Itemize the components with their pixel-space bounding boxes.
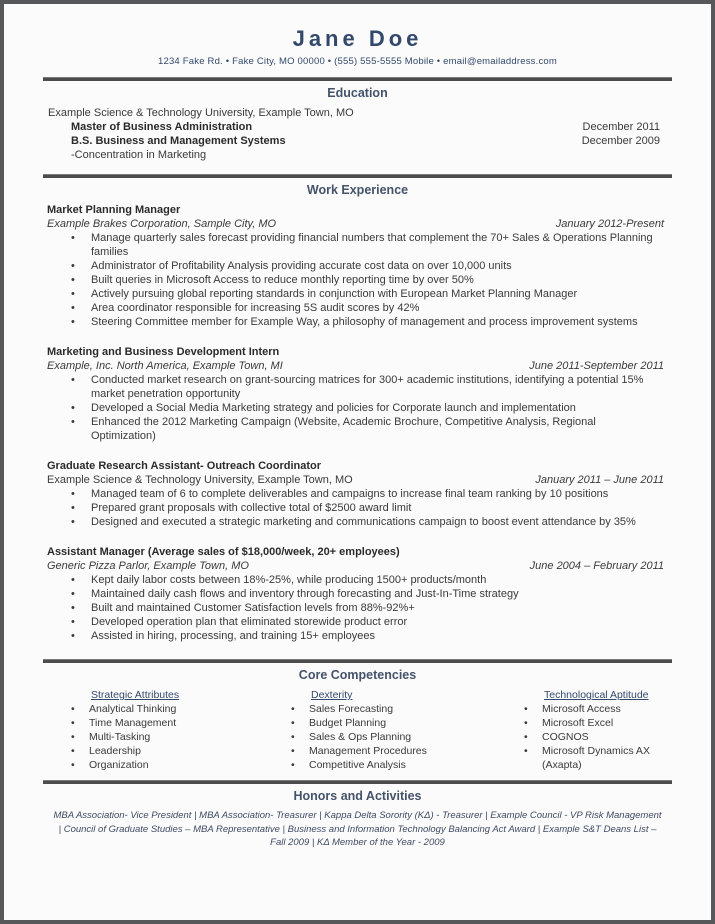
job-bullet-list bbox=[43, 573, 672, 643]
job-bullet: • Assisted in hiring, processing, and training 15+ employees bbox=[43, 629, 672, 643]
competency-list bbox=[69, 702, 255, 772]
competency-list bbox=[522, 702, 679, 772]
education-heading: Education bbox=[327, 86, 388, 100]
job-dates: January 2012-Present bbox=[555, 218, 664, 230]
job-company: Example Brakes Corporation, Sample City, MO bbox=[47, 218, 277, 230]
section-education bbox=[43, 86, 672, 162]
job-title: Graduate Research Assistant- Outreach Coordinator bbox=[47, 460, 322, 472]
job-dates: January 2011 – June 2011 bbox=[535, 474, 664, 486]
job-bullet: • Developed a Social Media Marketing strategy and policies for Corporate launch and implementation bbox=[43, 401, 672, 415]
job-bullet: • Administrator of Profitability Analysis providing accurate cost data on over 10,000 units bbox=[43, 259, 672, 273]
divider-top bbox=[43, 77, 672, 81]
competency-item: • Management Procedures bbox=[289, 744, 467, 758]
degree-name: B.S. Business and Management Systems bbox=[71, 135, 286, 147]
job-bullet-list bbox=[43, 231, 672, 329]
job-bullet: • Built queries in Microsoft Access to reduce monthly reporting time by over 50% bbox=[43, 273, 672, 287]
education-concentration: -Concentration in Marketing bbox=[71, 149, 207, 161]
divider-competencies bbox=[43, 659, 672, 663]
competency-item: • Microsoft Access bbox=[522, 702, 679, 716]
divider-honors bbox=[43, 780, 672, 784]
competency-item: • Leadership bbox=[69, 744, 255, 758]
degree-row bbox=[43, 134, 672, 148]
job-bullet: • Prepared grant proposals with collective total of $2500 award limit bbox=[43, 501, 672, 515]
job-meta-row bbox=[43, 217, 672, 231]
divider-work bbox=[43, 174, 672, 178]
competency-item: • COGNOS bbox=[522, 730, 679, 744]
job-bullet: • Designed and executed a strategic marketing and communications campaign to boost event attendance by 35% bbox=[43, 515, 672, 529]
job-bullet: • Managed team of 6 to complete deliverables and campaigns to increase final team ranking by 10 positions bbox=[43, 487, 672, 501]
work-experience-heading: Work Experience bbox=[306, 183, 409, 197]
job-bullet: • Enhanced the 2012 Marketing Campaign (Website, Academic Brochure, Competitive Analysis, Regional Optimization) bbox=[43, 415, 672, 443]
competency-column-heading: Strategic Attributes bbox=[91, 689, 180, 701]
competency-item: • Sales Forecasting bbox=[289, 702, 467, 716]
work-jobs bbox=[43, 203, 672, 643]
competency-column-heading: Technological Aptitude bbox=[544, 689, 649, 701]
degree-date: December 2009 bbox=[581, 135, 660, 147]
job-entry bbox=[43, 459, 672, 529]
job-meta-row bbox=[43, 473, 672, 487]
competency-item: • Analytical Thinking bbox=[69, 702, 255, 716]
section-honors-activities bbox=[43, 789, 672, 850]
job-meta-row bbox=[43, 359, 672, 373]
education-degrees bbox=[43, 120, 672, 148]
section-work-experience bbox=[43, 183, 672, 643]
job-company: Generic Pizza Parlor, Example Town, MO bbox=[47, 560, 249, 572]
job-company: Example Science & Technology University, Example Town, MO bbox=[47, 474, 353, 486]
competency-item: • Competitive Analysis bbox=[289, 758, 467, 772]
job-bullet: • Maintained daily cash flows and inventory through forecasting and Just-In-Time strategy bbox=[43, 587, 672, 601]
degree-date: December 2011 bbox=[582, 121, 660, 133]
competency-column bbox=[43, 688, 255, 772]
degree-name: Master of Business Administration bbox=[71, 121, 253, 133]
competency-columns bbox=[43, 688, 672, 772]
resume-header bbox=[43, 26, 672, 68]
job-dates: June 2004 – February 2011 bbox=[529, 560, 664, 572]
job-entry bbox=[43, 545, 672, 643]
job-title: Market Planning Manager bbox=[47, 204, 181, 216]
job-company: Example, Inc. North America, Example Town, MI bbox=[47, 360, 283, 372]
competency-column-heading: Dexterity bbox=[311, 689, 353, 701]
job-bullet: • Area coordinator responsible for increasing 5S audit scores by 42% bbox=[43, 301, 672, 315]
competency-item: • Microsoft Dynamics AX (Axapta) bbox=[522, 744, 679, 772]
job-bullet-list bbox=[43, 487, 672, 529]
core-competencies-heading: Core Competencies bbox=[298, 668, 417, 682]
job-bullet: • Built and maintained Customer Satisfaction levels from 88%-92%+ bbox=[43, 601, 672, 615]
competency-column bbox=[467, 688, 679, 772]
job-bullet-list bbox=[43, 373, 672, 443]
section-core-competencies bbox=[43, 668, 672, 772]
job-title: Marketing and Business Development Intern bbox=[47, 346, 280, 358]
job-bullet: • Actively pursuing global reporting standards in conjunction with European Market Planning Manager bbox=[43, 287, 672, 301]
competency-item: • Sales & Ops Planning bbox=[289, 730, 467, 744]
competency-column bbox=[255, 688, 467, 772]
degree-row bbox=[43, 120, 672, 134]
job-bullet: • Manage quarterly sales forecast providing financial numbers that complement the 70+ Sales & Operations Planning families bbox=[43, 231, 672, 259]
job-title: Assistant Manager (Average sales of $18,000/week, 20+ employees) bbox=[47, 546, 400, 558]
competency-item: • Budget Planning bbox=[289, 716, 467, 730]
job-entry bbox=[43, 345, 672, 443]
job-bullet: • Conducted market research on grant-sourcing matrices for 300+ academic institutions, identifying a potential 15% market penetration opportunity bbox=[43, 373, 672, 401]
person-name: Jane Doe bbox=[292, 26, 423, 51]
competency-item: • Multi-Tasking bbox=[69, 730, 255, 744]
job-bullet: • Kept daily labor costs between 18%-25%, while producing 1500+ products/month bbox=[43, 573, 672, 587]
job-bullet: • Steering Committee member for Example Way, a philosophy of management and process improvement systems bbox=[43, 315, 672, 329]
honors-heading: Honors and Activities bbox=[293, 789, 422, 803]
job-meta-row bbox=[43, 559, 672, 573]
competency-item: • Time Management bbox=[69, 716, 255, 730]
job-bullet: • Developed operation plan that eliminated storewide product error bbox=[43, 615, 672, 629]
honors-text: MBA Association- Vice President | MBA Association- Treasurer | Kappa Delta Sorority (KΔ) - Treasurer | Example Council - VP Risk Management | Council of Graduate Studies – MBA Representative | Business and Information Technology Balancing Act Award | Example S&T Deans List – Fall 2009 | KΔ Member of the Year - 2009 bbox=[53, 810, 662, 848]
competency-item: • Microsoft Excel bbox=[522, 716, 679, 730]
competency-list bbox=[289, 702, 467, 772]
job-dates: June 2011-September 2011 bbox=[529, 360, 664, 372]
competency-item: • Organization bbox=[69, 758, 255, 772]
education-school: Example Science & Technology University, Example Town, MO bbox=[48, 107, 354, 119]
job-entry bbox=[43, 203, 672, 329]
contact-line: 1234 Fake Rd. • Fake City, MO 00000 • (555) 555-5555 Mobile • email@emailaddress.com bbox=[157, 56, 557, 67]
